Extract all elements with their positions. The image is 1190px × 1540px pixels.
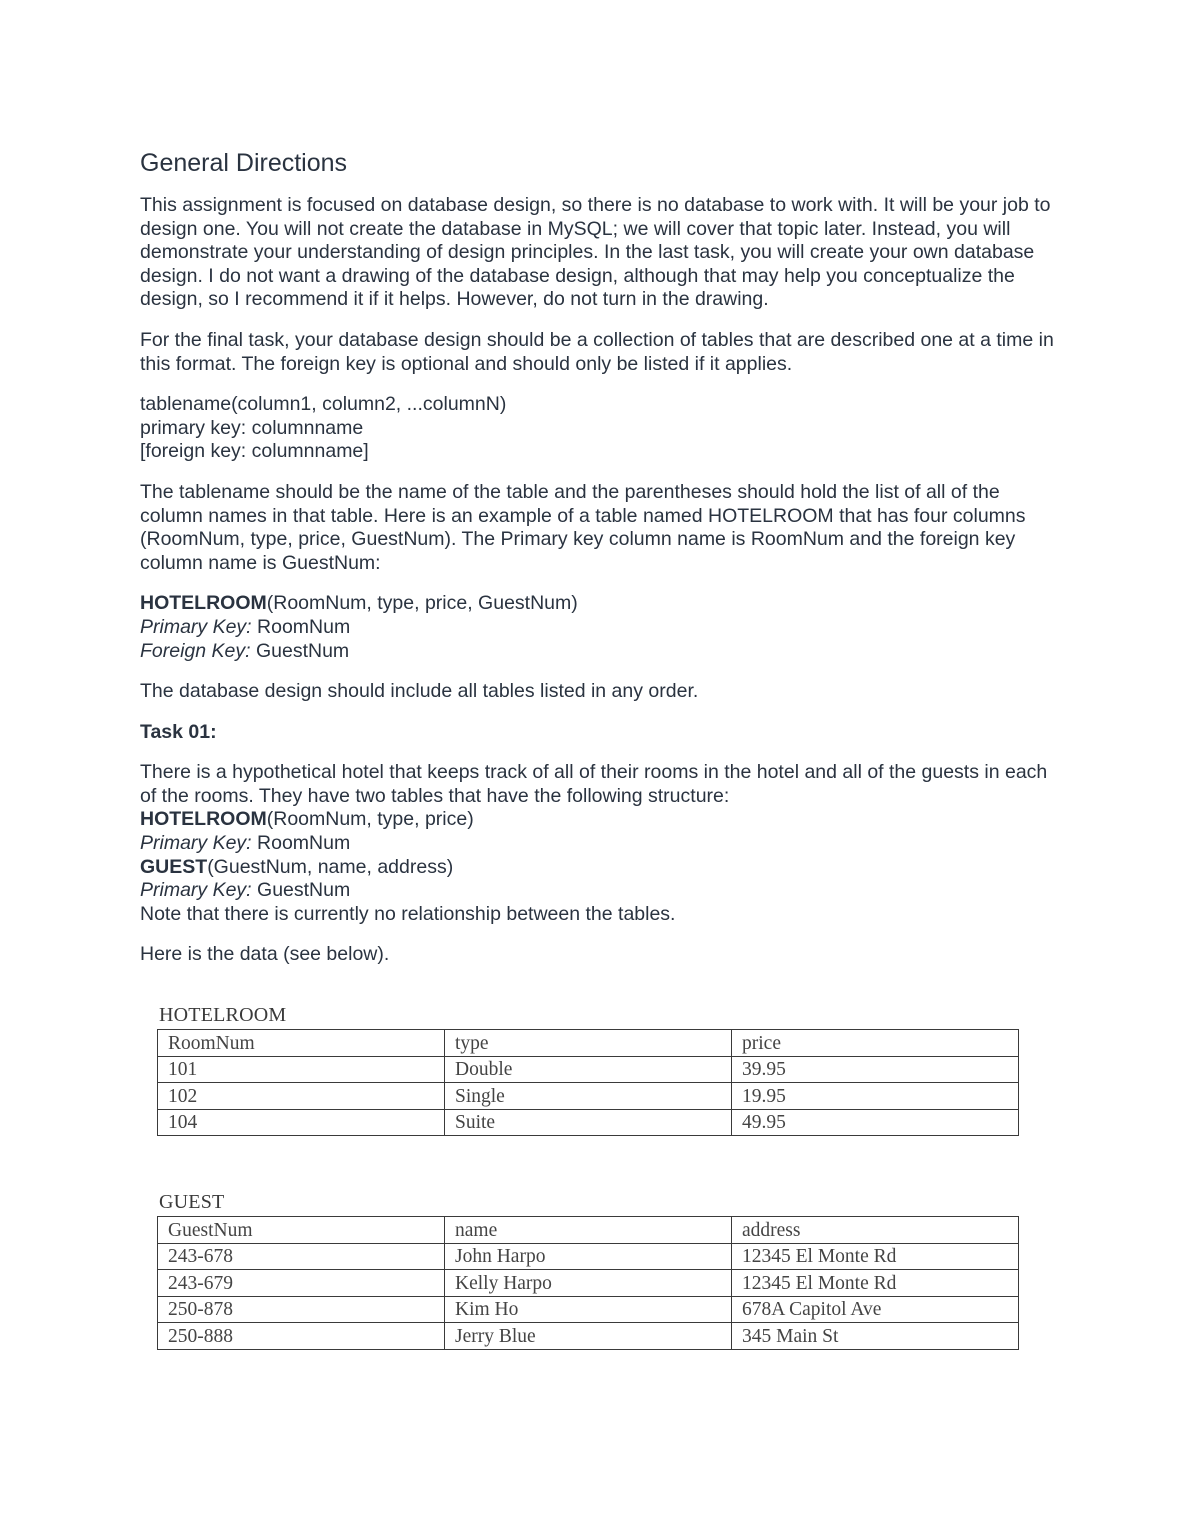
header-cell: price [732,1030,1019,1057]
hotelroom-table-name: HOTELROOM [140,808,267,831]
hotelroom-columns: (RoomNum, type, price) [266,808,474,831]
guest-pk-label: Primary Key: [140,879,252,902]
example-table-name: HOTELROOM [140,592,267,615]
table-cell: 19.95 [732,1083,1019,1110]
explain-paragraph: The tablename should be the name of the table and the parentheses should hold the list of all of the column names in that table. Here is an example of a table named HOTELROOM that has four columns (RoomNum, type, price, GuestNum). The Primary key column name is RoomNum and the foreign key column name is GuestNum: [140,480,1026,574]
header-cell: address [732,1217,1019,1244]
example-pk-value: RoomNum [251,615,351,638]
guest-data-table [157,1216,1019,1350]
guest-pk-value: GuestNum [251,879,351,902]
document-page [140,148,1060,984]
table-cell: Suite [445,1109,732,1136]
table-cell: Jerry Blue [445,1323,732,1350]
table-row [158,1056,1019,1083]
table-cell: Kelly Harpo [445,1270,732,1297]
table-cell: 102 [158,1083,445,1110]
example-table-columns: (RoomNum, type, price, GuestNum) [266,592,578,615]
table-cell: John Harpo [445,1243,732,1270]
example-fk-value: GuestNum [250,639,350,662]
hotelroom-pk-label: Primary Key: [140,832,252,855]
guest-table-caption: GUEST [159,1191,225,1213]
table-row [158,1270,1019,1297]
format-intro-paragraph: For the final task, your database design should be a collection of tables that are described one at a time in this format. The foreign key is optional and should only be listed if it applies. [140,328,1054,375]
header-cell: name [445,1217,732,1244]
table-cell: 345 Main St [732,1323,1019,1350]
table-cell: 250-878 [158,1296,445,1323]
table-cell: Single [445,1083,732,1110]
task-01-heading: Task 01: [140,720,217,743]
table-row [158,1109,1019,1136]
table-cell: 12345 El Monte Rd [732,1243,1019,1270]
guest-definition-line [140,856,1060,880]
table-cell: 101 [158,1056,445,1083]
format-line-foreign-key: [foreign key: columnname] [140,440,369,463]
task-01-description: There is a hypothetical hotel that keeps track of all of their rooms in the hotel and all of the guests in each of the rooms. They have two tables that have the following structure: [140,761,1048,807]
table-cell: 243-678 [158,1243,445,1270]
hotelroom-data-table-block [157,1003,1020,1136]
format-line-tablename: tablename(column1, column2, ...columnN) [140,393,507,416]
hotelroom-definition-line [140,808,1060,832]
hotelroom-table-caption: HOTELROOM [159,1004,287,1026]
example-fk-label: Foreign Key: [140,639,251,662]
table-row [158,1083,1019,1110]
guest-data-table-block [157,1190,1020,1350]
format-line-primary-key: primary key: columnname [140,416,364,439]
relationship-note: Note that there is currently no relationship between the tables. [140,902,676,925]
header-cell: GuestNum [158,1217,445,1244]
hotelroom-data-table [157,1029,1019,1136]
format-template [140,393,1060,464]
guest-table-name: GUEST [140,855,208,878]
guest-columns: (GuestNum, name, address) [207,855,454,878]
example-table-definition [140,592,1060,663]
header-cell: type [445,1030,732,1057]
table-header-row [158,1217,1019,1244]
hotelroom-pk-line [140,832,1060,856]
table-cell: 39.95 [732,1056,1019,1083]
header-cell: RoomNum [158,1030,445,1057]
page-title: General Directions [140,149,348,177]
table-cell: 49.95 [732,1109,1019,1136]
table-cell: Kim Ho [445,1296,732,1323]
example-pk-label: Primary Key: [140,615,252,638]
table-cell: Double [445,1056,732,1083]
table-cell: 678A Capitol Ave [732,1296,1019,1323]
table-cell: 250-888 [158,1323,445,1350]
table-cell: 104 [158,1109,445,1136]
intro-paragraph: This assignment is focused on database design, so there is no database to work with. It will be your job to design one. You will not create the database in MySQL; we will cover that topic later. Instead, you will demonstrate your understanding of design principles. In the last task, you will create your own database design. I do not want a drawing of the database design, although that may help you conceptualize the design, so I recommend it if it helps. However, do not turn in the drawing. [140,194,1051,311]
example-table-line [140,592,1060,616]
table-row [158,1243,1019,1270]
data-intro-paragraph: Here is the data (see below). [140,943,390,966]
table-header-row [158,1030,1019,1057]
table-cell: 12345 El Monte Rd [732,1270,1019,1297]
hotelroom-pk-value: RoomNum [251,832,351,855]
task-01-body [140,761,1060,926]
guest-pk-line [140,879,1060,903]
example-primary-key-line [140,616,1060,640]
example-foreign-key-line [140,640,1060,664]
table-row [158,1323,1019,1350]
include-all-paragraph: The database design should include all tables listed in any order. [140,680,699,703]
table-cell: 243-679 [158,1270,445,1297]
table-row [158,1296,1019,1323]
